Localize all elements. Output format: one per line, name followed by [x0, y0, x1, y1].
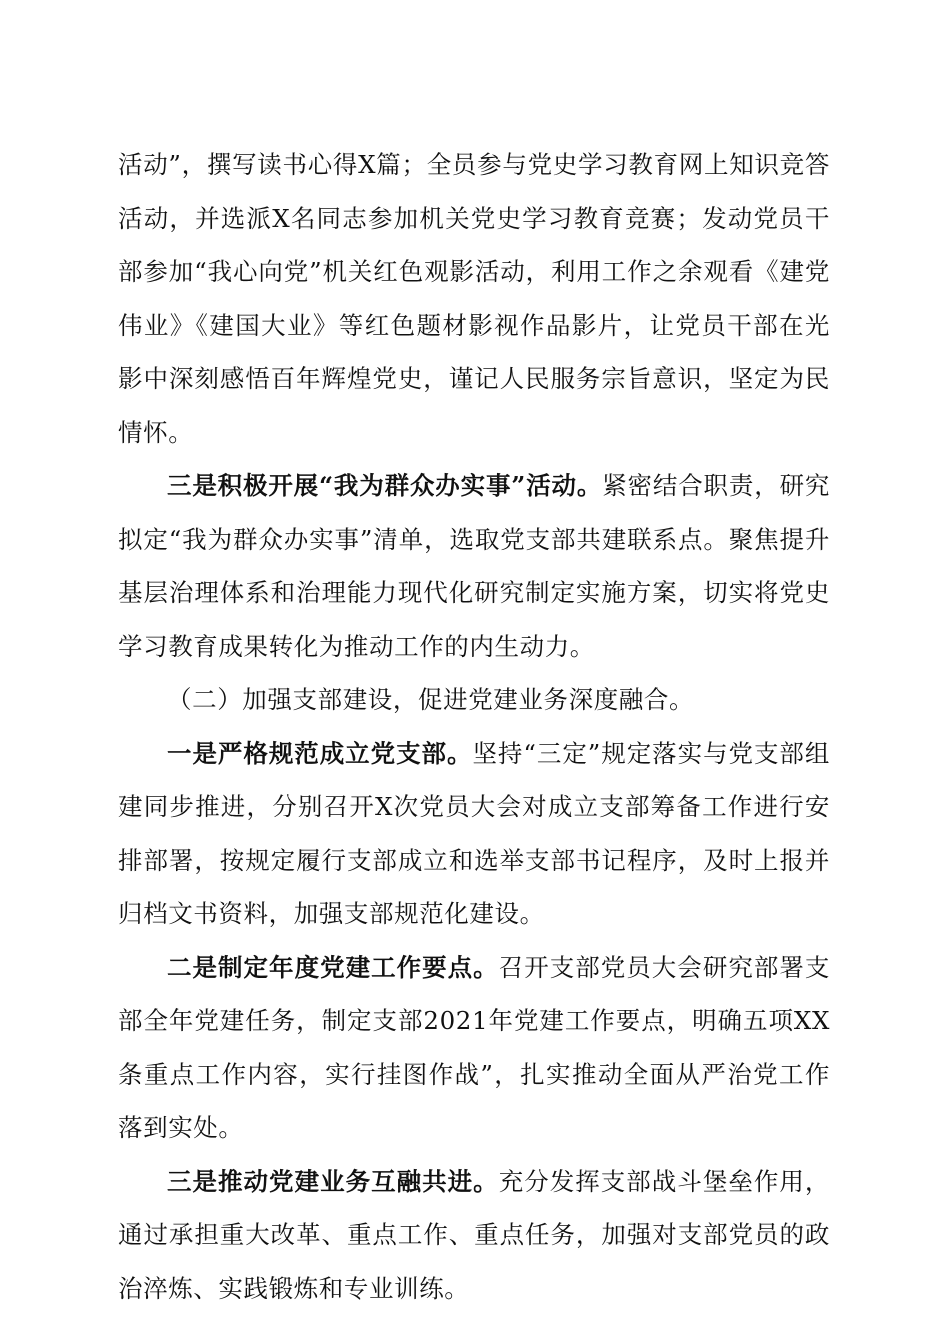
paragraph-lead: 三是积极开展“我为群众办实事”活动。 — [167, 471, 603, 500]
paragraph-text: 紧密结合职责，研究拟定“我为群众办实事”清单，选取党支部共建联系点。聚焦提升基层治理体系和治理能力现代化研究制定实施方案，切实将党史学习教育成果转化为推动工作的内生动力。 — [118, 471, 830, 661]
paragraph-item-one-branch — [118, 727, 830, 941]
paragraph-item-two-plan — [118, 941, 830, 1155]
document-page — [118, 138, 830, 1315]
paragraph-lead: 二是制定年度党建工作要点。 — [167, 952, 499, 982]
paragraph-item-three-service — [118, 459, 830, 673]
paragraph-continuation — [118, 138, 830, 459]
paragraph-text: 坚持“三定”规定落实与党支部组建同步推进，分别召开X次党员大会对成立支部筹备工作进行安排部署，按规定履行支部成立和选举支部书记程序，及时上报并归档文书资料，加强支部规范化建设。 — [118, 738, 830, 928]
paragraph-text: 充分发挥支部战斗堡垒作用，通过承担重大改革、重点工作、重点任务，加强对支部党员的政治淬炼、实践锻炼和专业训练。 — [118, 1166, 830, 1303]
paragraph-lead: 三是推动党建业务互融共进。 — [167, 1166, 499, 1196]
section-heading — [118, 673, 830, 727]
paragraph-text: 活动”，撰写读书心得X篇；全员参与党史学习教育网上知识竞答活动，并选派X名同志参加机关党史学习教育竞赛；发动党员干部参加“我心向党”机关红色观影活动，利用工作之余观看《建党伟业》《建国大业》等红色题材影视作品影片，让党员干部在光影中深刻感悟百年辉煌党史，谨记人民服务宗旨意识，坚定为民情怀。 — [118, 150, 830, 447]
paragraph-item-three-integration — [118, 1155, 830, 1316]
paragraph-lead: 一是严格规范成立党支部。 — [167, 738, 473, 768]
paragraph-text: 召开支部党员大会研究部署支部全年党建任务，制定支部2021年党建工作要点，明确五项XX条重点工作内容，实行挂图作战”，扎实推动全面从严治党工作落到实处。 — [118, 952, 830, 1142]
section-heading-text: （二）加强支部建设，促进党建业务深度融合。 — [167, 685, 695, 714]
